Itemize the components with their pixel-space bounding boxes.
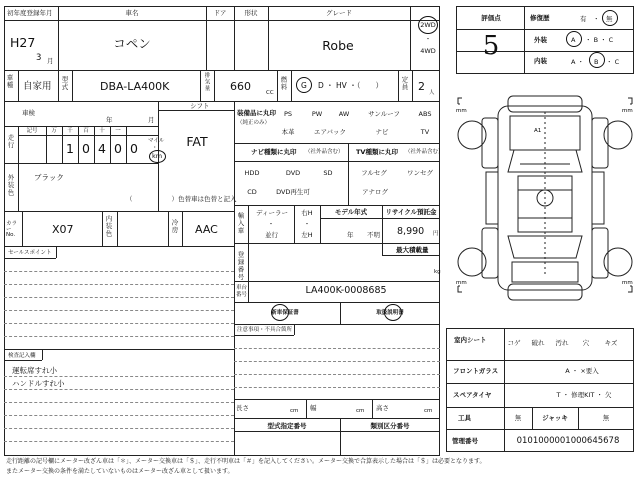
navi-sub: （社外品含む） bbox=[305, 149, 344, 155]
glass-value: A ・ ×要入 bbox=[565, 367, 599, 375]
equip-aw: AW bbox=[338, 110, 350, 118]
exterior-value: ブラック bbox=[34, 173, 64, 182]
equip-leather: 本革 bbox=[281, 128, 295, 136]
tv-sub: （社外品含む） bbox=[405, 149, 444, 155]
navi-dvd-play: DVD再生可 bbox=[276, 188, 310, 196]
notes-label: 注意事項・不具合箇所 bbox=[237, 327, 293, 333]
tv-fullseg: フルセグ bbox=[361, 169, 387, 177]
grade-label: グレード bbox=[326, 9, 352, 17]
jack-label: ジャッキ bbox=[542, 414, 568, 422]
load-label: 最大積載量 bbox=[396, 246, 429, 254]
mileage-h-10000: 万 bbox=[51, 128, 57, 134]
equip-tv: TV bbox=[420, 128, 430, 136]
equipment-title: 装備品に丸印 bbox=[237, 109, 276, 117]
kg-unit: kg bbox=[434, 269, 441, 275]
height-cm: cm bbox=[424, 408, 433, 414]
tv-oneseg: ワンセグ bbox=[407, 169, 433, 177]
manual-label: 取扱説明書 bbox=[376, 310, 404, 316]
recycle-value: 8,990 bbox=[397, 226, 425, 237]
right-handle: 右H bbox=[301, 209, 313, 217]
footer-note-2: またメーター交換の条件を満たしていないものはメーター改ざん車として扱います。 bbox=[6, 468, 234, 475]
displacement-value: 660 bbox=[230, 80, 251, 93]
shift-value: FAT bbox=[186, 134, 208, 149]
car-name: コペン bbox=[113, 36, 151, 51]
capacity-label: 定員 bbox=[400, 76, 409, 91]
navi-title: ナビ種類に丸印 bbox=[251, 148, 297, 156]
chassis-label: 車台番号 bbox=[236, 285, 248, 298]
int-a: A ・ bbox=[571, 58, 585, 66]
equip-airbag: エアバック bbox=[314, 128, 346, 136]
inspection-label: 車検 bbox=[22, 109, 35, 117]
ext-rest: ・ B ・ C bbox=[585, 36, 614, 44]
seat-item: 穴 bbox=[582, 339, 590, 347]
model-value: DBA-LA400K bbox=[100, 80, 170, 93]
length-cm: cm bbox=[290, 408, 299, 414]
mileage-h-1: 一 bbox=[115, 128, 121, 134]
fuel-rest: D ・ HV ・（ ） bbox=[318, 81, 383, 90]
navi-cd: CD bbox=[247, 188, 257, 196]
inspector-line: ハンドルすれ小 bbox=[12, 379, 65, 388]
grade-value: Robe bbox=[322, 38, 354, 53]
insp-month-unit: 月 bbox=[148, 116, 155, 124]
mileage-digit: 1 bbox=[66, 141, 74, 156]
spare-label: スペアタイヤ bbox=[453, 391, 492, 399]
drive-2wd: 2WD bbox=[420, 21, 436, 29]
seat-item: 汚れ bbox=[555, 339, 569, 347]
damage-code-a1: A1 bbox=[534, 128, 542, 134]
repair-yes: 有 bbox=[580, 15, 587, 23]
import-parallel: 並行 bbox=[265, 231, 278, 239]
yen-unit: 円 bbox=[433, 231, 439, 237]
type-label: 型式指定番号 bbox=[267, 422, 307, 430]
spare-value: T ・ 修理KIT ・ 欠 bbox=[556, 391, 612, 399]
door-label: ドア bbox=[213, 9, 227, 17]
use-label: 車種 bbox=[5, 74, 14, 89]
mileage-label: 走行 bbox=[6, 134, 15, 149]
seat-item: コゲ bbox=[507, 339, 521, 347]
chassis-value: LA400K-0008685 bbox=[305, 285, 387, 296]
equip-navi: ナビ bbox=[375, 128, 389, 136]
equip-sunroof: サンルーフ bbox=[368, 110, 400, 118]
drive-dot: ・ bbox=[424, 35, 432, 43]
warranty-label: 新車保証書 bbox=[271, 310, 299, 316]
repair-no: 無 bbox=[606, 15, 613, 23]
mileage-h-1000: 千 bbox=[67, 128, 73, 134]
color-no-value: X07 bbox=[52, 223, 74, 236]
mile-label: マイル bbox=[148, 138, 165, 144]
car-name-label: 車名 bbox=[125, 9, 139, 17]
inspector-line: 運転席すれ小 bbox=[12, 366, 57, 375]
navi-sd: SD bbox=[323, 169, 333, 177]
model-year-unknown: 不明 bbox=[367, 231, 380, 239]
import-dot: ・ bbox=[267, 220, 275, 228]
seat-label: 室内シート bbox=[454, 336, 487, 344]
reg-no-label: 登録番号 bbox=[236, 251, 245, 281]
import-dealer: ディーラー bbox=[256, 209, 288, 217]
model-label: 型式 bbox=[60, 76, 69, 91]
mm-label: mm bbox=[456, 108, 467, 114]
import-label: 輸入車 bbox=[236, 212, 245, 235]
height-label: 高さ bbox=[376, 404, 389, 412]
navi-dvd: DVD bbox=[285, 169, 301, 177]
mm-label: mm bbox=[622, 108, 633, 114]
ext-a: A bbox=[571, 36, 576, 44]
tv-title: TV種類に丸印 bbox=[356, 148, 398, 156]
mileage-digit: 0 bbox=[82, 141, 90, 156]
sales-point-label: セールスポイント bbox=[8, 250, 52, 256]
mileage-digit: 0 bbox=[130, 141, 138, 156]
trim-value: AAC bbox=[195, 223, 218, 236]
km-label: km bbox=[152, 152, 163, 160]
width-label: 幅 bbox=[310, 404, 317, 412]
drive-4wd: 4WD bbox=[420, 47, 436, 55]
fuel-g: G bbox=[301, 81, 307, 90]
shape-label: 形状 bbox=[244, 9, 258, 17]
person-unit: 人 bbox=[429, 90, 435, 96]
seat-item: キズ bbox=[604, 339, 618, 347]
first-reg-month: 3 bbox=[36, 53, 42, 63]
width-cm: cm bbox=[356, 408, 365, 414]
class-label: 類別区分番号 bbox=[370, 422, 410, 430]
inspector-label: 検査記入欄 bbox=[8, 353, 36, 359]
score-label: 評価点 bbox=[481, 14, 501, 22]
footer-note-1: 走行距離の記号欄にメーター改ざん車は「＊」、メーター交換車は「＄」、走行不明車は「＃」を記入してください。メーター交換で合算表示した場合は「＄」は必要となります。 bbox=[6, 458, 486, 465]
month-unit: 月 bbox=[47, 57, 54, 65]
model-year-unit: 年 bbox=[347, 231, 354, 239]
fuel-label: 燃料 bbox=[279, 76, 288, 91]
shift-label: シフト bbox=[190, 102, 210, 110]
use-value: 自家用 bbox=[23, 81, 52, 92]
exterior-label: 外装色 bbox=[6, 174, 15, 197]
mm-label: mm bbox=[622, 280, 633, 286]
equip-abs: ABS bbox=[418, 110, 432, 118]
handle-dot: ・ bbox=[303, 220, 311, 228]
mileage-digit: 0 bbox=[114, 141, 122, 156]
first-reg-label: 初年度登録年月 bbox=[7, 9, 53, 17]
equipment-subtitle: （純正のみ） bbox=[237, 120, 271, 126]
mileage-h-symbol: 記号 bbox=[26, 128, 38, 134]
tool-label: 工具 bbox=[458, 414, 471, 422]
repair-dot: ・ bbox=[593, 15, 600, 23]
left-handle: 左H bbox=[301, 231, 313, 239]
ext-label: 外装 bbox=[534, 36, 547, 44]
int-label: 内装 bbox=[534, 57, 547, 65]
color-no-label: カラーNo. bbox=[6, 221, 18, 238]
car-damage-diagram bbox=[450, 90, 640, 320]
navi-hdd: HDD bbox=[244, 169, 260, 177]
mgmt-value: 0101000001000645678 bbox=[516, 436, 620, 446]
int-b: B bbox=[594, 58, 599, 66]
cc-unit: CC bbox=[266, 90, 274, 96]
seat-item: 破れ bbox=[531, 339, 545, 347]
mileage-digit: 4 bbox=[98, 141, 106, 156]
tool-value: 無 bbox=[514, 414, 522, 422]
mgmt-label: 管理番号 bbox=[452, 437, 478, 445]
equip-ps: PS bbox=[283, 110, 293, 118]
score-value: 5 bbox=[482, 31, 500, 61]
model-year-label: モデル年式 bbox=[334, 208, 368, 216]
exterior-note: （ ）色替車は色替と記入 bbox=[126, 195, 237, 203]
trim-label: 冷房 bbox=[170, 219, 179, 234]
first-reg-year: H27 bbox=[10, 35, 36, 50]
displacement-label: 排気量 bbox=[203, 72, 210, 92]
recycle-label: リサイクル預託金 bbox=[385, 208, 437, 216]
mileage-h-10: 十 bbox=[99, 128, 105, 134]
mileage-h-100: 百 bbox=[83, 128, 89, 134]
int-rest: ・ C bbox=[606, 58, 620, 66]
tv-analog: アナログ bbox=[362, 188, 388, 196]
insp-year-unit: 年 bbox=[106, 116, 113, 124]
length-label: 長さ bbox=[236, 404, 249, 412]
repair-label: 修復歴 bbox=[530, 14, 550, 22]
mile-dot: ・ bbox=[152, 145, 158, 151]
interior-color-label: 内装色 bbox=[104, 215, 113, 238]
jack-value: 無 bbox=[602, 414, 610, 422]
capacity-value: 2 bbox=[418, 80, 425, 93]
equip-pw: PW bbox=[311, 110, 323, 118]
mm-label: mm bbox=[456, 280, 467, 286]
glass-label: フロントガラス bbox=[453, 367, 499, 375]
